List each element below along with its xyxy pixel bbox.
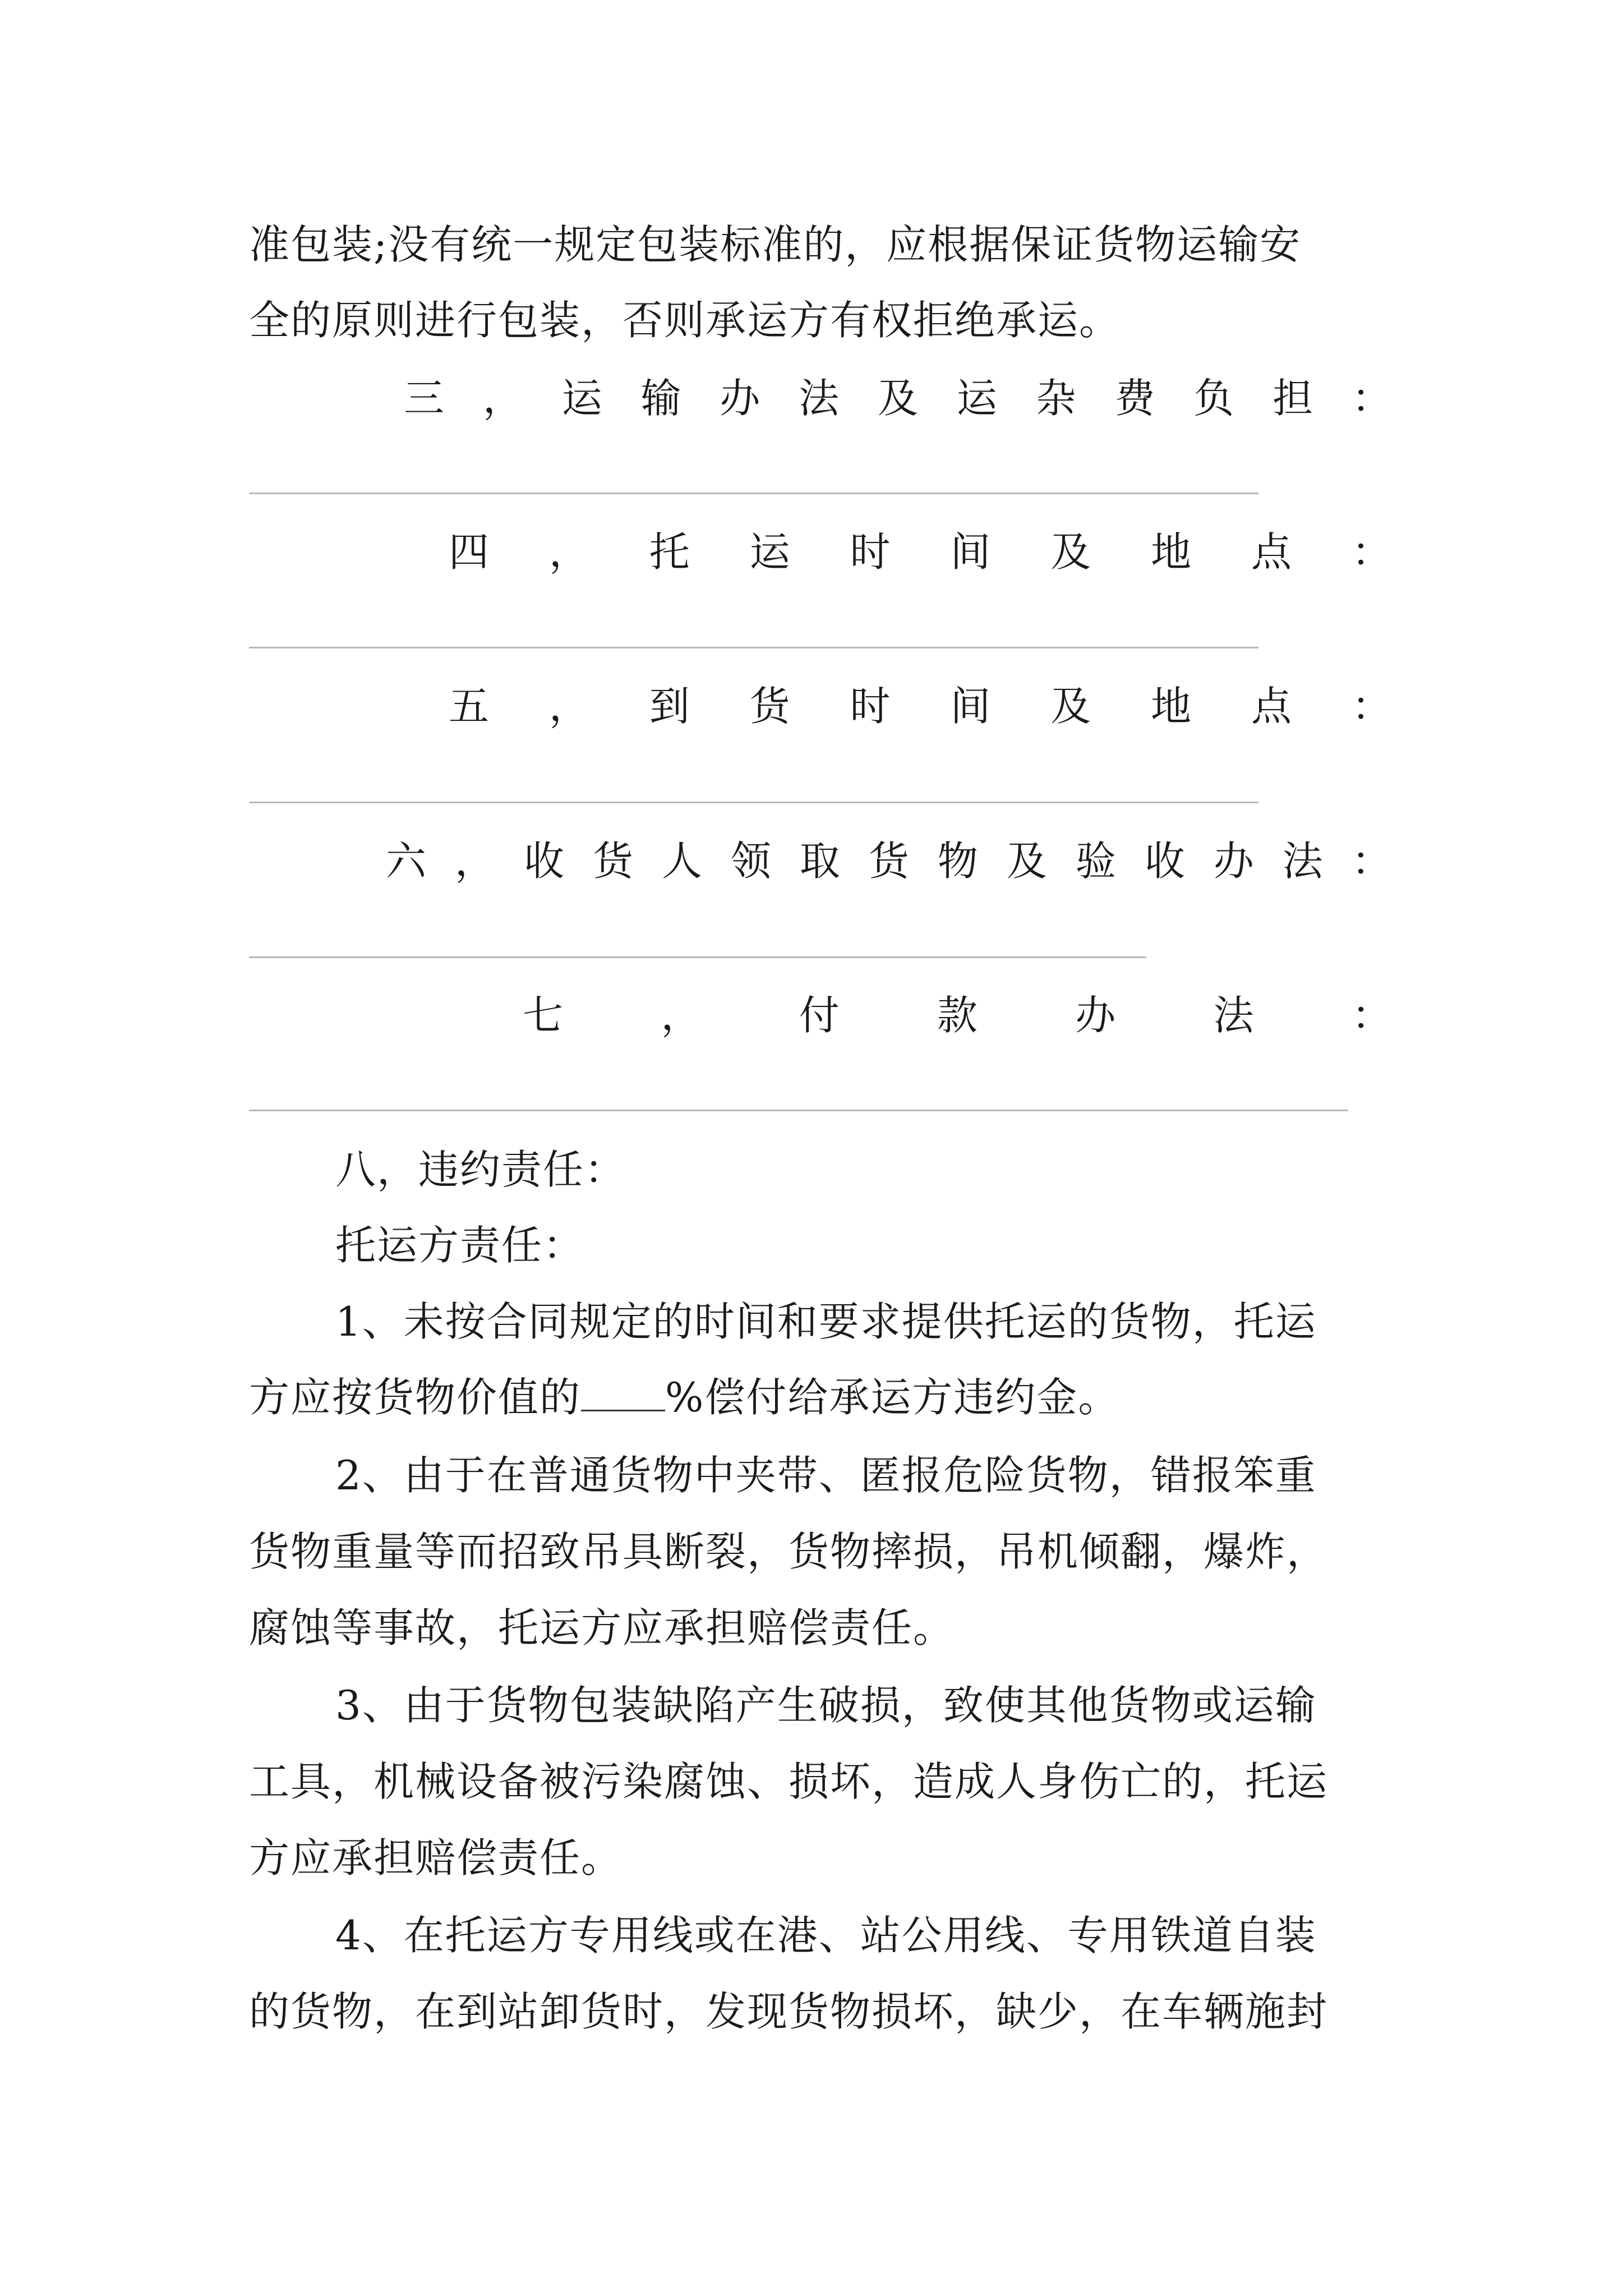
section-8-title: 八，违约责任：: [335, 1146, 626, 1193]
heading-char: 负: [1193, 375, 1235, 422]
heading-char: 间: [950, 528, 992, 576]
heading-char: 法: [799, 375, 841, 422]
heading-colon: ：: [1351, 838, 1393, 885]
item-2-line-2: 货物重量等而招致吊具断裂，货物摔损，吊机倾翻，爆炸，: [249, 1528, 1329, 1575]
heading-char: 及: [1050, 683, 1092, 730]
heading-5: [449, 678, 1393, 734]
heading-colon: ：: [1351, 528, 1393, 576]
heading-6: [386, 833, 1393, 889]
item-1-text-b: %偿付给承运方违约金。: [665, 1374, 1120, 1421]
item-3-line-1: 3、由于货物包装缺陷产生破损，致使其他货物或运输: [335, 1682, 1317, 1729]
heading-number: 五: [449, 683, 491, 730]
heading-char: 办: [1075, 992, 1117, 1039]
heading-char: 物: [937, 838, 979, 885]
heading-colon: ：: [1351, 375, 1393, 422]
heading-separator: ，: [454, 838, 496, 885]
heading-char: 办: [720, 375, 762, 422]
intro-line-2: 全的原则进行包装，否则承运方有权拒绝承运。: [249, 297, 1121, 344]
heading-colon: ：: [1351, 683, 1393, 730]
item-3-line-2: 工具，机械设备被污染腐蚀、损坏，造成人身伤亡的，托运: [249, 1758, 1329, 1805]
item-2-line-1: 2、由于在普通货物中夹带、匿报危险货物，错报笨重: [335, 1452, 1317, 1499]
heading-char: 货: [592, 838, 634, 885]
heading-char: 及: [1050, 528, 1092, 576]
heading-char: 货: [868, 838, 910, 885]
heading-separator: ，: [548, 528, 591, 576]
item-1-text-a: 方应按货物价值的: [249, 1374, 582, 1421]
heading-number: 六: [386, 838, 428, 885]
heading-char: 费: [1114, 375, 1156, 422]
item-4-line-2: 的货物，在到站卸货时，发现货物损坏，缺少，在车辆施封: [249, 1988, 1329, 2035]
heading-4: [449, 524, 1393, 580]
heading-char: 人: [661, 838, 703, 885]
intro-line-1: 准包装;没有统一规定包装标准的，应根据保证货物运输安: [249, 221, 1302, 268]
heading-char: 托: [649, 528, 691, 576]
heading-char: 时: [850, 528, 892, 576]
heading-colon: ：: [1351, 992, 1393, 1039]
heading-char: 输: [640, 375, 683, 422]
heading-separator: ，: [661, 992, 703, 1039]
heading-char: 到: [649, 683, 691, 730]
item-3-line-3: 方应承担赔偿责任。: [249, 1834, 623, 1881]
blank-rule-6: [249, 956, 1146, 958]
heading-char: 货: [749, 683, 791, 730]
heading-char: 运: [749, 528, 791, 576]
heading-char: 地: [1151, 683, 1193, 730]
heading-char: 地: [1151, 528, 1193, 576]
heading-number: 三: [404, 375, 446, 422]
item-1-line-1: 1、未按合同规定的时间和要求提供托运的货物，托运: [335, 1298, 1317, 1345]
percent-blank: [581, 1375, 665, 1411]
heading-number: 四: [449, 528, 491, 576]
heading-char: 款: [937, 992, 979, 1039]
heading-char: 付: [799, 992, 841, 1039]
heading-separator: ，: [482, 375, 524, 422]
heading-char: 运: [956, 375, 998, 422]
heading-char: 收: [523, 838, 565, 885]
item-2-line-3: 腐蚀等事故，托运方应承担赔偿责任。: [249, 1604, 955, 1651]
blank-rule-5: [249, 802, 1258, 803]
item-1-line-2: [249, 1369, 1393, 1425]
heading-char: 领: [730, 838, 772, 885]
heading-char: 法: [1282, 838, 1324, 885]
heading-char: 担: [1272, 375, 1315, 422]
heading-7: [523, 987, 1393, 1043]
heading-char: 验: [1075, 838, 1117, 885]
heading-char: 运: [561, 375, 603, 422]
heading-char: 及: [1006, 838, 1048, 885]
heading-char: 办: [1213, 838, 1255, 885]
blank-rule-4: [249, 647, 1258, 648]
heading-char: 收: [1144, 838, 1186, 885]
heading-char: 杂: [1035, 375, 1077, 422]
heading-char: 时: [850, 683, 892, 730]
heading-3: [404, 370, 1393, 426]
heading-char: 取: [799, 838, 841, 885]
blank-rule-3: [249, 493, 1258, 494]
heading-char: 点: [1251, 528, 1293, 576]
heading-number: 七: [523, 992, 565, 1039]
heading-char: 间: [950, 683, 992, 730]
heading-separator: ，: [548, 683, 591, 730]
heading-char: 点: [1251, 683, 1293, 730]
item-4-line-1: 4、在托运方专用线或在港、站公用线、专用铁道自装: [335, 1912, 1317, 1959]
heading-char: 法: [1213, 992, 1255, 1039]
blank-rule-7: [249, 1110, 1348, 1111]
section-8-subtitle: 托运方责任：: [335, 1222, 585, 1269]
heading-char: 及: [877, 375, 919, 422]
